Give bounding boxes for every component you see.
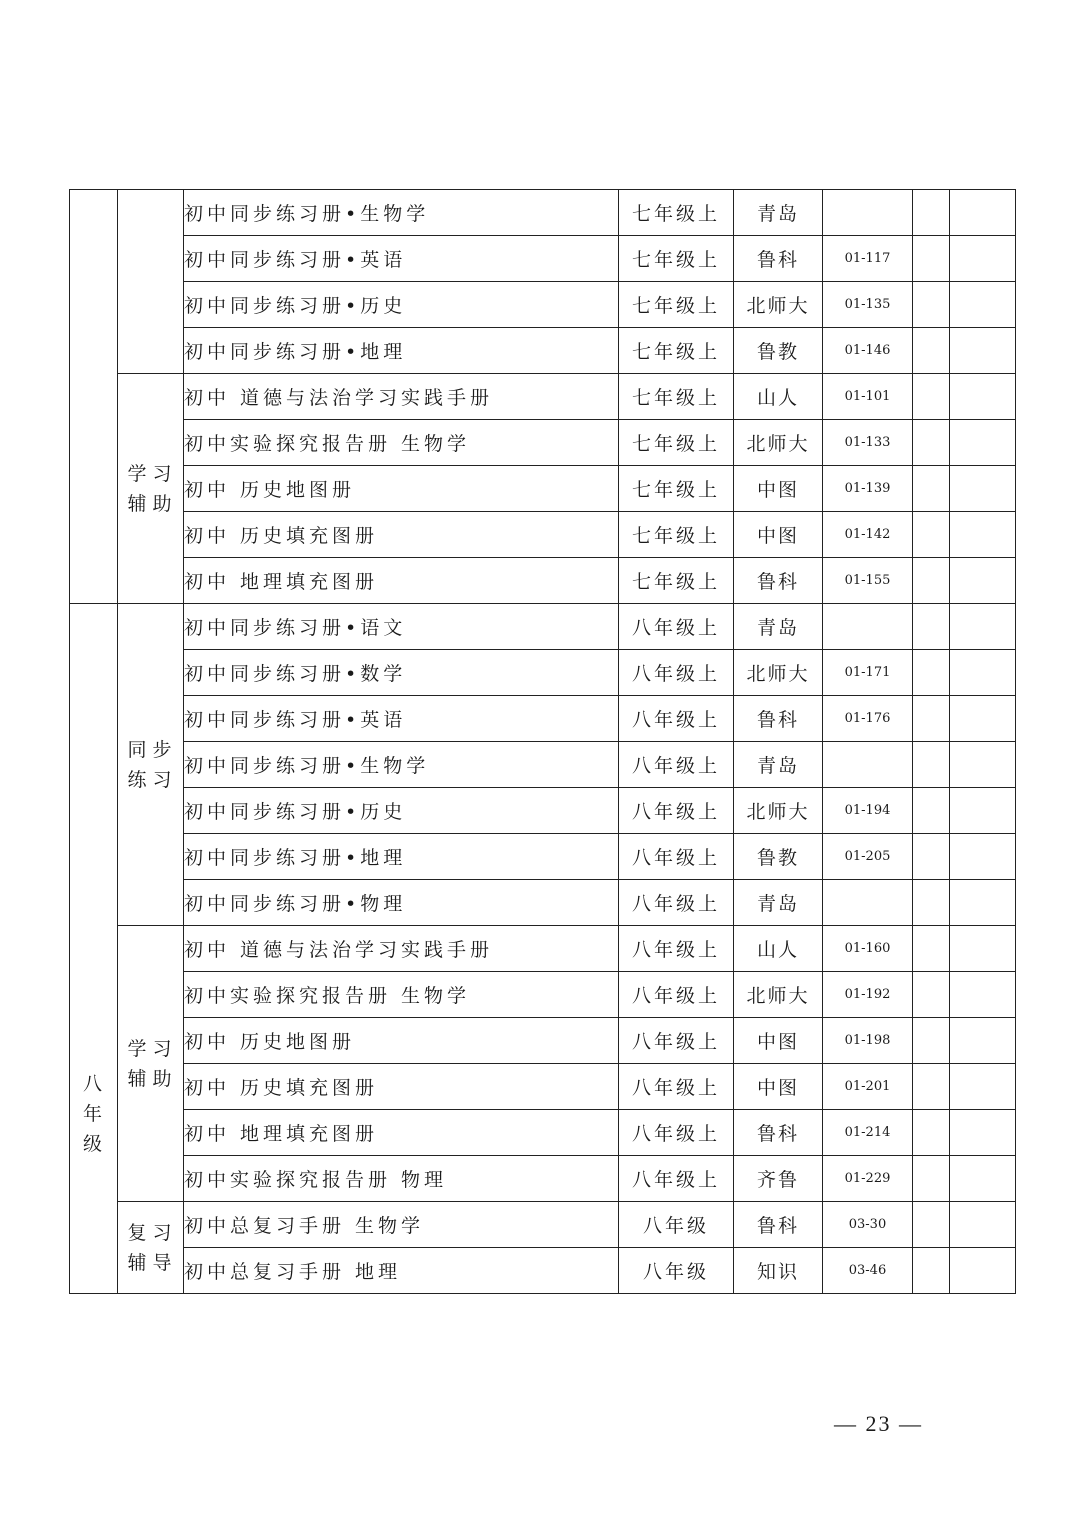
blank-cell — [950, 282, 1016, 328]
grade-term: 八年级上 — [619, 650, 734, 696]
blank-cell — [913, 558, 950, 604]
table-row — [70, 512, 1016, 558]
publisher: 鲁教 — [734, 834, 823, 880]
grade-term: 七年级上 — [619, 190, 734, 236]
grade-cell: 八 年 级 — [70, 604, 118, 1294]
blank-cell — [913, 1202, 950, 1248]
catalog-code: 01-176 — [823, 696, 913, 742]
book-title: 初中 道德与法治学习实践手册 — [184, 926, 619, 972]
grade-term: 八年级上 — [619, 742, 734, 788]
blank-cell — [950, 880, 1016, 926]
table-row — [70, 880, 1016, 926]
book-title: 初中 历史地图册 — [184, 466, 619, 512]
blank-cell — [913, 1110, 950, 1156]
grade-term: 八年级 — [619, 1248, 734, 1294]
catalog-code: 01-214 — [823, 1110, 913, 1156]
blank-cell — [950, 558, 1016, 604]
table-row — [70, 926, 1016, 972]
blank-cell — [913, 1018, 950, 1064]
publisher: 中图 — [734, 1018, 823, 1064]
table-row — [70, 328, 1016, 374]
catalog-code: 01-205 — [823, 834, 913, 880]
book-title: 初中 历史填充图册 — [184, 1064, 619, 1110]
grade-term: 七年级上 — [619, 466, 734, 512]
grade-term: 七年级上 — [619, 374, 734, 420]
table-row — [70, 1202, 1016, 1248]
book-title: 初中同步练习册•历史 — [184, 788, 619, 834]
grade-term: 八年级上 — [619, 972, 734, 1018]
book-title: 初中实验探究报告册 生物学 — [184, 420, 619, 466]
blank-cell — [950, 1064, 1016, 1110]
blank-cell — [913, 834, 950, 880]
grade-term: 七年级上 — [619, 420, 734, 466]
book-title: 初中实验探究报告册 物理 — [184, 1156, 619, 1202]
grade-term: 七年级上 — [619, 558, 734, 604]
publisher: 中图 — [734, 1064, 823, 1110]
book-title: 初中同步练习册•地理 — [184, 834, 619, 880]
publisher: 鲁科 — [734, 1202, 823, 1248]
catalog-code: 01-160 — [823, 926, 913, 972]
grade-term: 七年级上 — [619, 282, 734, 328]
grade-term: 八年级上 — [619, 604, 734, 650]
table-row — [70, 466, 1016, 512]
grade-term: 八年级上 — [619, 834, 734, 880]
table-row — [70, 1018, 1016, 1064]
book-title: 初中总复习手册 生物学 — [184, 1202, 619, 1248]
book-title: 初中同步练习册•物理 — [184, 880, 619, 926]
catalog-code: 03-30 — [823, 1202, 913, 1248]
blank-cell — [950, 236, 1016, 282]
blank-cell — [950, 926, 1016, 972]
publisher: 齐鲁 — [734, 1156, 823, 1202]
table-row — [70, 558, 1016, 604]
book-title: 初中同步练习册•生物学 — [184, 742, 619, 788]
catalog-code: 01-198 — [823, 1018, 913, 1064]
table-row — [70, 1248, 1016, 1294]
book-title: 初中 道德与法治学习实践手册 — [184, 374, 619, 420]
grade-term: 八年级上 — [619, 696, 734, 742]
blank-cell — [950, 972, 1016, 1018]
blank-cell — [950, 190, 1016, 236]
blank-cell — [913, 1156, 950, 1202]
catalog-code: 01-192 — [823, 972, 913, 1018]
catalog-code: 01-201 — [823, 1064, 913, 1110]
publisher: 山人 — [734, 926, 823, 972]
table-row — [70, 788, 1016, 834]
book-title: 初中 地理填充图册 — [184, 1110, 619, 1156]
blank-cell — [913, 512, 950, 558]
blank-cell — [950, 374, 1016, 420]
catalog-code — [823, 190, 913, 236]
catalog-code — [823, 742, 913, 788]
catalog-code: 01-142 — [823, 512, 913, 558]
blank-cell — [950, 466, 1016, 512]
book-title: 初中 地理填充图册 — [184, 558, 619, 604]
publisher: 中图 — [734, 466, 823, 512]
blank-cell — [913, 1064, 950, 1110]
book-title: 初中同步练习册•历史 — [184, 282, 619, 328]
blank-cell — [950, 604, 1016, 650]
catalog-code: 01-146 — [823, 328, 913, 374]
catalog-code: 01-155 — [823, 558, 913, 604]
catalog-code: 01-194 — [823, 788, 913, 834]
table-row — [70, 834, 1016, 880]
table-row — [70, 190, 1016, 236]
publisher: 知识 — [734, 1248, 823, 1294]
publisher: 北师大 — [734, 972, 823, 1018]
blank-cell — [950, 788, 1016, 834]
table-row — [70, 696, 1016, 742]
publisher: 鲁科 — [734, 696, 823, 742]
catalog-code — [823, 604, 913, 650]
publisher: 北师大 — [734, 282, 823, 328]
blank-cell — [950, 1248, 1016, 1294]
blank-cell — [913, 742, 950, 788]
blank-cell — [950, 696, 1016, 742]
category-cell: 学习 辅助 — [118, 926, 184, 1202]
table-row — [70, 374, 1016, 420]
blank-cell — [913, 190, 950, 236]
grade-term: 八年级 — [619, 1202, 734, 1248]
grade-term: 八年级上 — [619, 1110, 734, 1156]
blank-cell — [913, 604, 950, 650]
grade-term: 八年级上 — [619, 880, 734, 926]
catalog-code: 01-135 — [823, 282, 913, 328]
grade-term: 八年级上 — [619, 1156, 734, 1202]
publisher: 北师大 — [734, 788, 823, 834]
publisher: 青岛 — [734, 190, 823, 236]
book-title: 初中 历史填充图册 — [184, 512, 619, 558]
publisher: 鲁科 — [734, 1110, 823, 1156]
book-title: 初中同步练习册•地理 — [184, 328, 619, 374]
blank-cell — [913, 374, 950, 420]
blank-cell — [950, 834, 1016, 880]
publisher: 中图 — [734, 512, 823, 558]
publisher: 鲁科 — [734, 558, 823, 604]
blank-cell — [913, 650, 950, 696]
book-title: 初中同步练习册•生物学 — [184, 190, 619, 236]
catalog-code — [823, 880, 913, 926]
book-title: 初中同步练习册•语文 — [184, 604, 619, 650]
catalog-code: 01-101 — [823, 374, 913, 420]
blank-cell — [950, 1156, 1016, 1202]
catalog-code: 01-133 — [823, 420, 913, 466]
grade-term: 七年级上 — [619, 236, 734, 282]
catalog-code: 01-171 — [823, 650, 913, 696]
blank-cell — [950, 328, 1016, 374]
catalog-code: 03-46 — [823, 1248, 913, 1294]
table-row — [70, 420, 1016, 466]
table-body — [70, 190, 1016, 1294]
publisher: 山人 — [734, 374, 823, 420]
blank-cell — [913, 282, 950, 328]
blank-cell — [950, 1018, 1016, 1064]
blank-cell — [913, 236, 950, 282]
grade-term: 七年级上 — [619, 328, 734, 374]
blank-cell — [950, 742, 1016, 788]
blank-cell — [950, 420, 1016, 466]
blank-cell — [913, 1248, 950, 1294]
book-title: 初中实验探究报告册 生物学 — [184, 972, 619, 1018]
publisher: 青岛 — [734, 742, 823, 788]
publisher: 北师大 — [734, 650, 823, 696]
table-row — [70, 1064, 1016, 1110]
blank-cell — [950, 1110, 1016, 1156]
table-row — [70, 1156, 1016, 1202]
blank-cell — [913, 696, 950, 742]
blank-cell — [913, 926, 950, 972]
book-title: 初中同步练习册•英语 — [184, 696, 619, 742]
catalog-code: 01-117 — [823, 236, 913, 282]
book-list-table — [69, 189, 1016, 1294]
table-row — [70, 742, 1016, 788]
blank-cell — [913, 880, 950, 926]
page-number: — 23 — — [834, 1411, 923, 1436]
blank-cell — [950, 650, 1016, 696]
category-cell: 复习 辅导 — [118, 1202, 184, 1294]
book-title: 初中 历史地图册 — [184, 1018, 619, 1064]
blank-cell — [913, 328, 950, 374]
blank-cell — [913, 466, 950, 512]
grade-term: 八年级上 — [619, 1064, 734, 1110]
grade-term: 七年级上 — [619, 512, 734, 558]
grade-cell — [70, 190, 118, 604]
blank-cell — [950, 1202, 1016, 1248]
table-row — [70, 650, 1016, 696]
publisher: 鲁教 — [734, 328, 823, 374]
blank-cell — [950, 512, 1016, 558]
grade-term: 八年级上 — [619, 926, 734, 972]
catalog-code: 01-139 — [823, 466, 913, 512]
table-row — [70, 1110, 1016, 1156]
publisher: 青岛 — [734, 880, 823, 926]
table-row — [70, 604, 1016, 650]
category-cell: 学习 辅助 — [118, 374, 184, 604]
table-row — [70, 972, 1016, 1018]
publisher: 鲁科 — [734, 236, 823, 282]
book-title: 初中同步练习册•英语 — [184, 236, 619, 282]
blank-cell — [913, 420, 950, 466]
table-row — [70, 282, 1016, 328]
table-row — [70, 236, 1016, 282]
category-cell: 同步 练习 — [118, 604, 184, 926]
book-title: 初中同步练习册•数学 — [184, 650, 619, 696]
grade-term: 八年级上 — [619, 788, 734, 834]
publisher: 北师大 — [734, 420, 823, 466]
book-title: 初中总复习手册 地理 — [184, 1248, 619, 1294]
blank-cell — [913, 788, 950, 834]
blank-cell — [913, 972, 950, 1018]
grade-term: 八年级上 — [619, 1018, 734, 1064]
publisher: 青岛 — [734, 604, 823, 650]
catalog-code: 01-229 — [823, 1156, 913, 1202]
category-cell — [118, 190, 184, 374]
